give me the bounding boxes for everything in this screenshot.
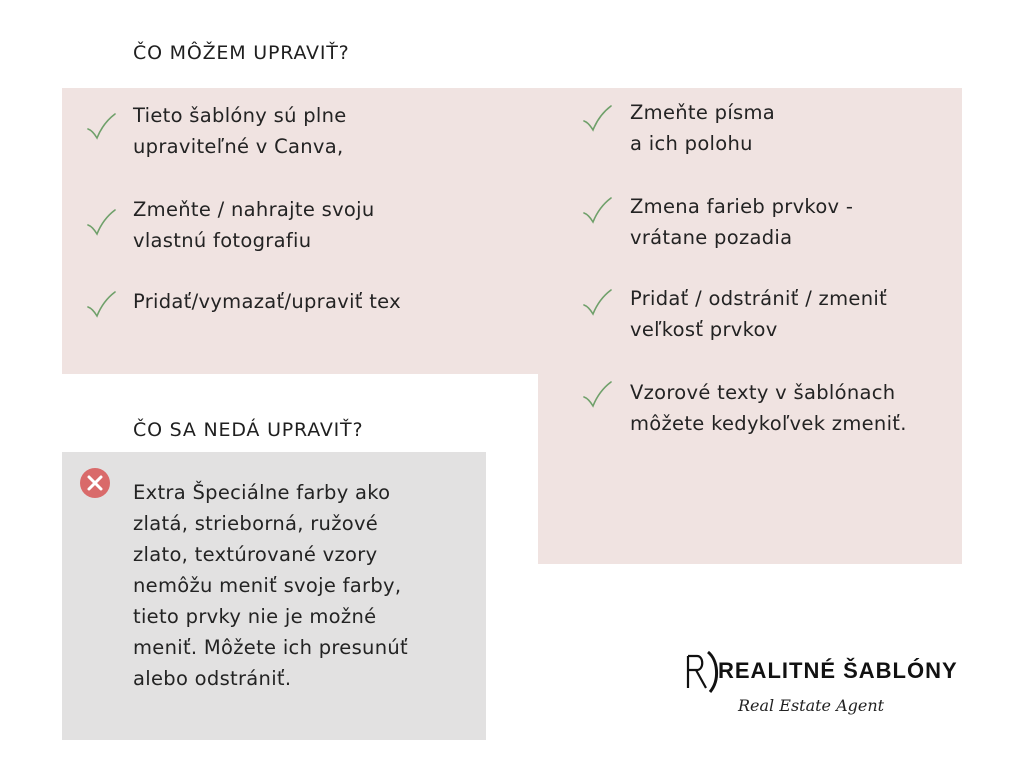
left-item-2-line-2: vlastnú fotografiu xyxy=(133,229,312,252)
check-icon xyxy=(582,380,612,410)
restriction-line: zlatá, strieborná, ružové xyxy=(133,512,379,535)
left-item-1-line-1: Tieto šablóny sú plne xyxy=(133,104,347,127)
restriction-line: Extra Špeciálne farby ako xyxy=(133,481,391,504)
right-item-3-line-2: veľkosť prvkov xyxy=(630,318,778,341)
logo-title: REALITNÉ ŠABLÓNY xyxy=(718,658,958,683)
left-item-3-line-1: Pridať/vymazať/upraviť tex xyxy=(133,290,401,313)
right-item-4 xyxy=(630,377,907,439)
right-item-1 xyxy=(630,97,775,159)
right-item-1-line-1: Zmeňte písma xyxy=(630,101,776,124)
right-item-4-line-2: môžete kedykoľvek zmeniť. xyxy=(630,412,907,435)
right-item-3-line-1: Pridať / odstrániť / zmeniť xyxy=(630,287,888,310)
check-icon xyxy=(582,196,612,226)
left-item-3 xyxy=(133,286,401,317)
left-item-2 xyxy=(133,194,375,256)
right-item-2 xyxy=(630,191,853,253)
restriction-line: tieto prvky nie je možné xyxy=(133,605,377,628)
check-icon xyxy=(582,288,612,318)
right-item-3 xyxy=(630,283,887,345)
check-icon xyxy=(86,290,116,320)
restriction-line: nemôžu meniť svoje farby, xyxy=(133,574,402,597)
logo-subtitle: Real Estate Agent xyxy=(738,696,885,715)
check-icon xyxy=(86,208,116,238)
left-item-1-line-2: upraviteľné v Canva, xyxy=(133,135,344,158)
check-icon xyxy=(582,104,612,134)
not-editable-heading: ČO SA NEDÁ UPRAVIŤ? xyxy=(133,419,364,441)
restriction-line: meniť. Môžete ich presunúť xyxy=(133,636,408,659)
restriction-line: alebo odstrániť. xyxy=(133,667,292,690)
left-item-1 xyxy=(133,100,347,162)
right-item-1-line-2: a ich polohu xyxy=(630,132,753,155)
restriction-line: zlato, textúrované vzory xyxy=(133,543,378,566)
right-item-2-line-1: Zmena farieb prvkov - xyxy=(630,195,854,218)
close-circle-icon xyxy=(79,467,111,499)
brand-logo xyxy=(684,648,958,728)
check-icon xyxy=(86,112,116,142)
right-item-4-line-1: Vzorové texty v šablónach xyxy=(630,381,896,404)
left-item-2-line-1: Zmeňte / nahrajte svoju xyxy=(133,198,375,221)
right-item-2-line-2: vrátane pozadia xyxy=(630,226,793,249)
restriction-text xyxy=(133,477,408,694)
editable-heading: ČO MÔŽEM UPRAVIŤ? xyxy=(133,42,350,64)
